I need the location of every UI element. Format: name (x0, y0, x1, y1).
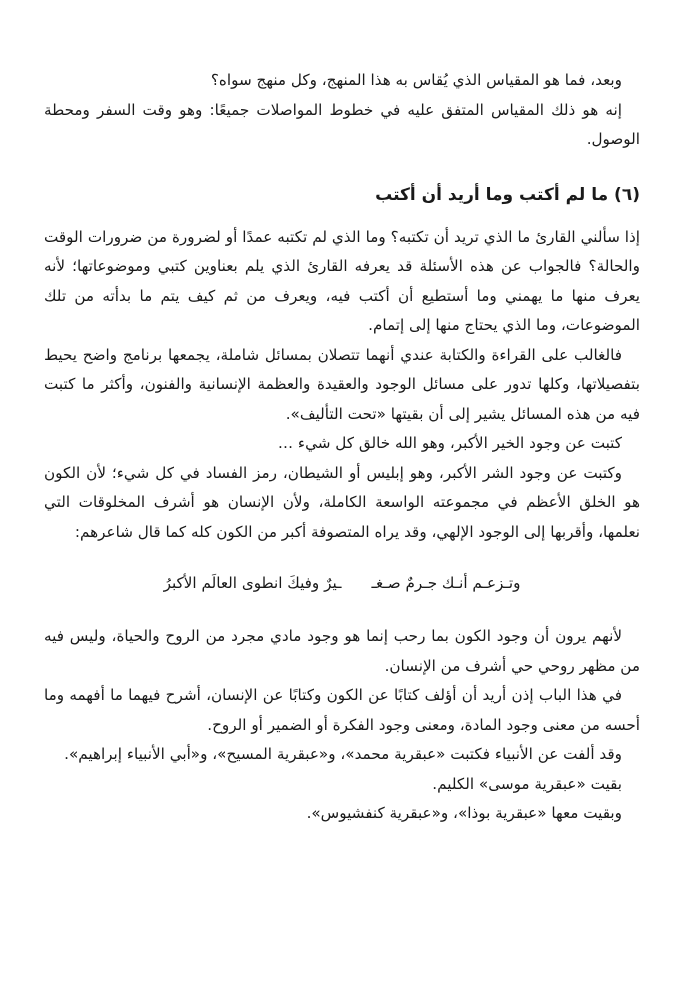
paragraph: بقيت «عبقرية موسى» الكليم. (432, 774, 622, 793)
paragraph: لأنهم يرون أن وجود الكون بما رحب إنما هو وجود مادي مجرد من الروح والحياة، وليس فيه من مظهر روحي حي أشرف من الإنسان. (44, 627, 640, 675)
paragraph: في هذا الباب إذن أريد أن أؤلف كتابًا عن الكون وكتابًا عن الإنسان، أشرح فيهما ما أفهمه وما أحسه من معنى وجود المادة، ومعنى وجود الفكرة أو الضمير أو الروح. (44, 686, 640, 734)
paragraph: كتبت عن وجود الخير الأكبر، وهو الله خالق كل شيء … (277, 434, 622, 452)
section-heading: (٦) ما لم أكتب وما أريد أن أكتب (375, 184, 640, 205)
verse-second-hemistich: ـيرٌ وفيكَ انطوى العالَم الأكبرُ (163, 574, 342, 592)
paragraph: إذا سألني القارئ ما الذي تريد أن تكتبه؟ وما الذي لم تكتبه عمدًا أو لضرورة من ضرورات الوقت والحالة؟ فالجواب عن هذه الأسئلة قد يعرفه القارئ الذي يلم بعناوين كتبي وموضوعاتها؛ لأنه يعرف منها ما يهمني وما أستطيع أن أكتب فيه، ويعرف من ثم كيف يتم ما بدأته من تلك الموضوعات، وما الذي يحتاج منها إلى إتمام. (44, 227, 640, 334)
paragraph: وبقيت معها «عبقرية بوذا»، و«عبقرية كنفشيوس». (306, 804, 622, 822)
paragraph: إنه هو ذلك المقياس المتفق عليه في خطوط المواصلات جميعًا: وهو وقت السفر ومحطة الوصول. (44, 100, 640, 148)
verse-first-hemistich: وتـزعـم أنـك جـرمٌ صـغـ (371, 574, 521, 592)
paragraph: وبعد، فما هو المقياس الذي يُقاس به هذا المنهج، وكل منهج سواه؟ (210, 71, 622, 89)
paragraph: فالغالب على القراءة والكتابة عندي أنهما تتصلان بمسائل شاملة، يجمعها برنامج واضح يحيط بتفصيلاتها، وكلها تدور على مسائل الوجود والعقيدة والعظمة الإنسانية والفنون، وأكثر ما كتبت فيه من هذه المسائل يشير إلى أن بقيتها «تحت التأليف». (44, 345, 640, 423)
paragraph: وكتبت عن وجود الشر الأكبر، وهو إبليس أو الشيطان، رمز الفساد في كل شيء؛ لأن الكون هو الخلق الأعظم في مجموعته الواسعة الكاملة، ولأن الإنسان هو أشرف المخلوقات التي نعلمها، وأقربها إلى الوجود الإلهي، وقد يراه المتصوفة أكبر من الكون كله كما قال شاعرهم: (44, 463, 640, 541)
paragraph: وقد ألفت عن الأنبياء فكتبت «عبقرية محمد»، و«عبقرية المسيح»، و«أبي الأنبياء إبراهيم». (64, 745, 622, 763)
poem-verse (44, 569, 640, 598)
